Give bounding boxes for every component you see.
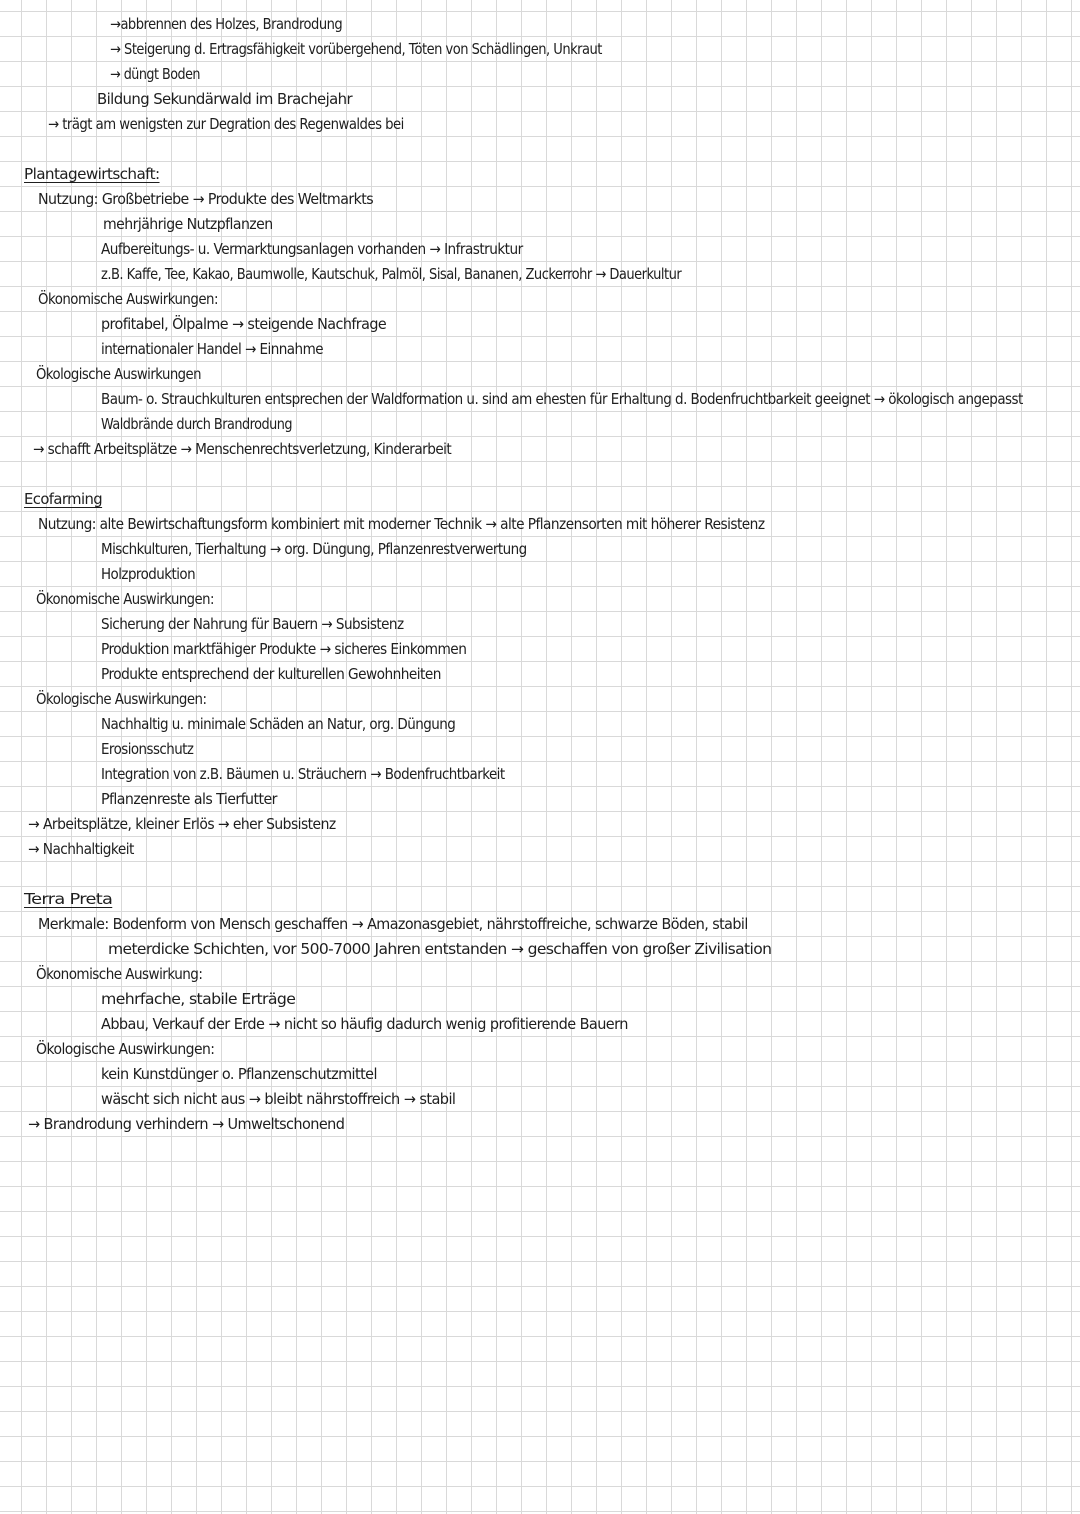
note-line: Baum- o. Strauchkulturen entsprechen der Waldformation u. sind am ehesten für Erhaltung d. Bodenfruchtbarkeit geeignet → ökologisch angepasst xyxy=(101,390,1023,408)
note-line: wäscht sich nicht aus → bleibt nährstoffreich → stabil xyxy=(101,1090,456,1108)
note-line: internationaler Handel → Einnahme xyxy=(101,340,324,358)
note-line: → Brandrodung verhindern → Umweltschonend xyxy=(28,1115,345,1133)
note-line: profitabel, Ölpalme → steigende Nachfrage xyxy=(101,315,387,333)
note-line: Bildung Sekundärwald im Brachejahr xyxy=(97,90,353,108)
note-line: Nutzung: Großbetriebe → Produkte des Weltmarkts xyxy=(38,190,374,208)
note-line: Merkmale: Bodenform von Mensch geschaffen → Amazonasgebiet, nährstoffreiche, schwarze Böden, stabil xyxy=(38,915,748,933)
note-line: → Arbeitsplätze, kleiner Erlös → eher Subsistenz xyxy=(28,815,336,833)
note-line: Produkte entsprechend der kulturellen Gewohnheiten xyxy=(101,665,441,683)
section-heading-terra-preta: Terra Preta xyxy=(24,890,113,908)
note-line: Nutzung: alte Bewirtschaftungsform kombiniert mit moderner Technik → alte Pflanzensorten mit höherer Resistenz xyxy=(38,515,765,533)
note-line: → trägt am wenigsten zur Degration des Regenwaldes bei xyxy=(48,115,404,133)
note-line: Erosionsschutz xyxy=(101,740,194,758)
note-line: Nachhaltig u. minimale Schäden an Natur, org. Düngung xyxy=(101,715,456,733)
note-line: Ökonomische Auswirkung: xyxy=(36,965,203,983)
note-line: Produktion marktfähiger Produkte → sicheres Einkommen xyxy=(101,640,467,658)
note-line: meterdicke Schichten, vor 500-7000 Jahren entstanden → geschaffen von großer Zivilisation xyxy=(108,940,772,958)
note-line: → schafft Arbeitsplätze → Menschenrechtsverletzung, Kinderarbeit xyxy=(33,440,452,458)
note-line: kein Kunstdünger o. Pflanzenschutzmittel xyxy=(101,1065,377,1083)
note-line: Pflanzenreste als Tierfutter xyxy=(101,790,277,808)
note-line: Ökonomische Auswirkungen: xyxy=(38,290,218,308)
note-line: mehrjährige Nutzpflanzen xyxy=(103,215,273,233)
note-line: Waldbrände durch Brandrodung xyxy=(101,415,292,433)
note-line: Integration von z.B. Bäumen u. Sträuchern → Bodenfruchtbarkeit xyxy=(101,765,505,783)
note-line: → Nachhaltigkeit xyxy=(28,840,134,858)
note-line: Holzproduktion xyxy=(101,565,196,583)
section-heading-ecofarming: Ecofarming xyxy=(24,490,103,508)
section-heading-plantagewirtschaft: Plantagewirtschaft: xyxy=(24,165,160,183)
note-line: Aufbereitungs- u. Vermarktungsanlagen vorhanden → Infrastruktur xyxy=(101,240,523,258)
note-line: → Steigerung d. Ertragsfähigkeit vorübergehend, Töten von Schädlingen, Unkraut xyxy=(110,40,602,58)
note-line: Abbau, Verkauf der Erde → nicht so häufig dadurch wenig profitierende Bauern xyxy=(101,1015,628,1033)
note-line: Ökologische Auswirkungen: xyxy=(36,690,207,708)
note-line: z.B. Kaffe, Tee, Kakao, Baumwolle, Kautschuk, Palmöl, Sisal, Bananen, Zuckerrohr → Dauerkultur xyxy=(101,265,682,283)
note-line: →abbrennen des Holzes, Brandrodung xyxy=(110,15,343,33)
note-line: Sicherung der Nahrung für Bauern → Subsistenz xyxy=(101,615,404,633)
note-line: → düngt Boden xyxy=(110,65,200,83)
note-line: mehrfache, stabile Erträge xyxy=(101,990,296,1008)
note-line: Ökonomische Auswirkungen: xyxy=(36,590,214,608)
note-line: Mischkulturen, Tierhaltung → org. Düngung, Pflanzenrestverwertung xyxy=(101,540,527,558)
note-line: Ökologische Auswirkungen: xyxy=(36,1040,215,1058)
note-line: Ökologische Auswirkungen xyxy=(36,365,202,383)
